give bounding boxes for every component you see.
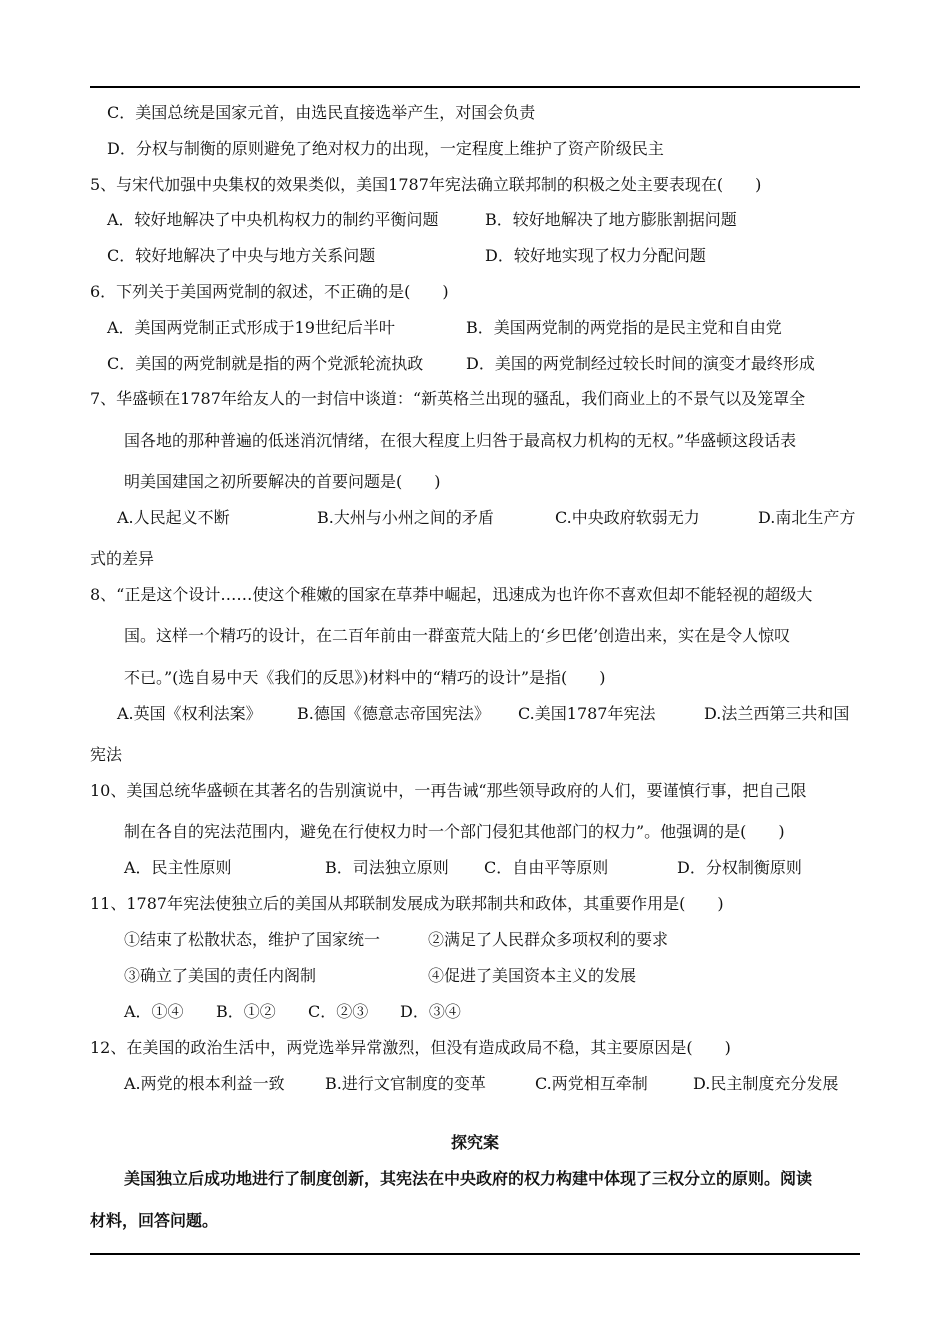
- q8-option-b: B.德国《德意志帝国宪法》: [297, 704, 490, 723]
- q5-stem: 5、与宋代加强中央集权的效果类似，美国1787年宪法确立联邦制的积极之处主要表现在( ): [90, 175, 762, 194]
- q6-option-c: C．美国的两党制就是指的两个党派轮流执政: [107, 354, 424, 373]
- q8-option-c: C.美国1787年宪法: [518, 704, 656, 723]
- q11-option-c: C．②③: [308, 1002, 369, 1021]
- q12-option-c: C.两党相互牵制: [535, 1074, 648, 1093]
- q7-option-c: C.中央政府软弱无力: [555, 508, 700, 527]
- q7-option-a: A.人民起义不断: [117, 508, 230, 527]
- q12-option-a: A.两党的根本利益一致: [124, 1074, 285, 1093]
- header-rule: [90, 86, 860, 88]
- q5-option-d: D．较好地实现了权力分配问题: [485, 246, 706, 265]
- q11-option-a: A．①④: [124, 1002, 184, 1021]
- q8-option-d: D.法兰西第三共和国: [704, 704, 850, 723]
- q8-option-d-cont: 宪法: [90, 745, 123, 764]
- q6-option-a: A．美国两党制正式形成于19世纪后半叶: [107, 318, 395, 337]
- q12-option-b: B.进行文官制度的变革: [325, 1074, 486, 1093]
- q11-item-1: ①结束了松散状态，维护了国家统一: [124, 930, 381, 949]
- intro-line2: 材料，回答问题。: [90, 1211, 219, 1230]
- q6-stem: 6．下列关于美国两党制的叙述，不正确的是( ): [90, 282, 449, 301]
- q7-stem-line1: 7、华盛顿在1787年给友人的一封信中谈道：“新英格兰出现的骚乱，我们商业上的不景气以及笼罩全: [90, 389, 806, 408]
- q10-option-c: C．自由平等原则: [484, 858, 609, 877]
- q4-option-c: C．美国总统是国家元首，由选民直接选举产生，对国会负责: [107, 103, 536, 122]
- q11-item-2: ②满足了人民群众多项权利的要求: [428, 930, 669, 949]
- footer-rule: [90, 1253, 860, 1255]
- q11-option-d: D．③④: [400, 1002, 461, 1021]
- q7-option-d-cont: 式的差异: [90, 549, 155, 568]
- q10-option-d: D．分权制衡原则: [677, 858, 802, 877]
- q7-stem-line2: 国各地的那种普遍的低迷消沉情绪，在很大程度上归咎于最高权力机构的无权。”华盛顿这段话表: [124, 431, 797, 450]
- intro-line1: 美国独立后成功地进行了制度创新，其宪法在中央政府的权力构建中体现了三权分立的原则。阅读: [124, 1169, 813, 1188]
- q5-option-b: B．较好地解决了地方膨胀割据问题: [485, 210, 737, 229]
- q7-stem-line3: 明美国建国之初所要解决的首要问题是( ): [124, 472, 441, 491]
- q8-stem-line1: 8、“正是这个设计……使这个稚嫩的国家在草莽中崛起，迅速成为也许你不喜欢但却不能轻视的超级大: [90, 585, 813, 604]
- q8-option-a: A.英国《权利法案》: [117, 704, 262, 723]
- q10-option-a: A．民主性原则: [124, 858, 232, 877]
- q7-option-b: B.大州与小州之间的矛盾: [317, 508, 494, 527]
- q12-option-d: D.民主制度充分发展: [693, 1074, 839, 1093]
- q10-option-b: B．司法独立原则: [325, 858, 449, 877]
- q6-option-d: D．美国的两党制经过较长时间的演变才最终形成: [466, 354, 815, 373]
- q8-stem-line3: 不已。”(选自易中天《我们的反思》)材料中的“精巧的设计”是指( ): [124, 668, 606, 687]
- q11-item-4: ④促进了美国资本主义的发展: [428, 966, 637, 985]
- q5-option-a: A．较好地解决了中央机构权力的制约平衡问题: [107, 210, 439, 229]
- q8-stem-line2: 国。这样一个精巧的设计，在二百年前由一群蛮荒大陆上的‘乡巴佬’创造出来，实在是令人惊叹: [124, 626, 791, 645]
- q5-option-c: C．较好地解决了中央与地方关系问题: [107, 246, 376, 265]
- q12-stem: 12、在美国的政治生活中，两党选举异常激烈，但没有造成政局不稳，其主要原因是( ): [90, 1038, 731, 1057]
- q11-item-3: ③确立了美国的责任内阁制: [124, 966, 317, 985]
- q10-stem-line1: 10、美国总统华盛顿在其著名的告别演说中，一再告诫“那些领导政府的人们，要谨慎行事，把自己限: [90, 781, 807, 800]
- q4-option-d: D．分权与制衡的原则避免了绝对权力的出现，一定程度上维护了资产阶级民主: [107, 139, 664, 158]
- q11-option-b: B．①②: [216, 1002, 276, 1021]
- q11-stem: 11、1787年宪法使独立后的美国从邦联制发展成为联邦制共和政体，其重要作用是( ): [90, 894, 724, 913]
- section-title: 探究案: [450, 1133, 499, 1152]
- q7-option-d: D.南北生产方: [758, 508, 856, 527]
- q6-option-b: B．美国两党制的两党指的是民主党和自由党: [466, 318, 782, 337]
- q10-stem-line2: 制在各自的宪法范围内，避免在行使权力时一个部门侵犯其他部门的权力”。他强调的是( ): [124, 822, 785, 841]
